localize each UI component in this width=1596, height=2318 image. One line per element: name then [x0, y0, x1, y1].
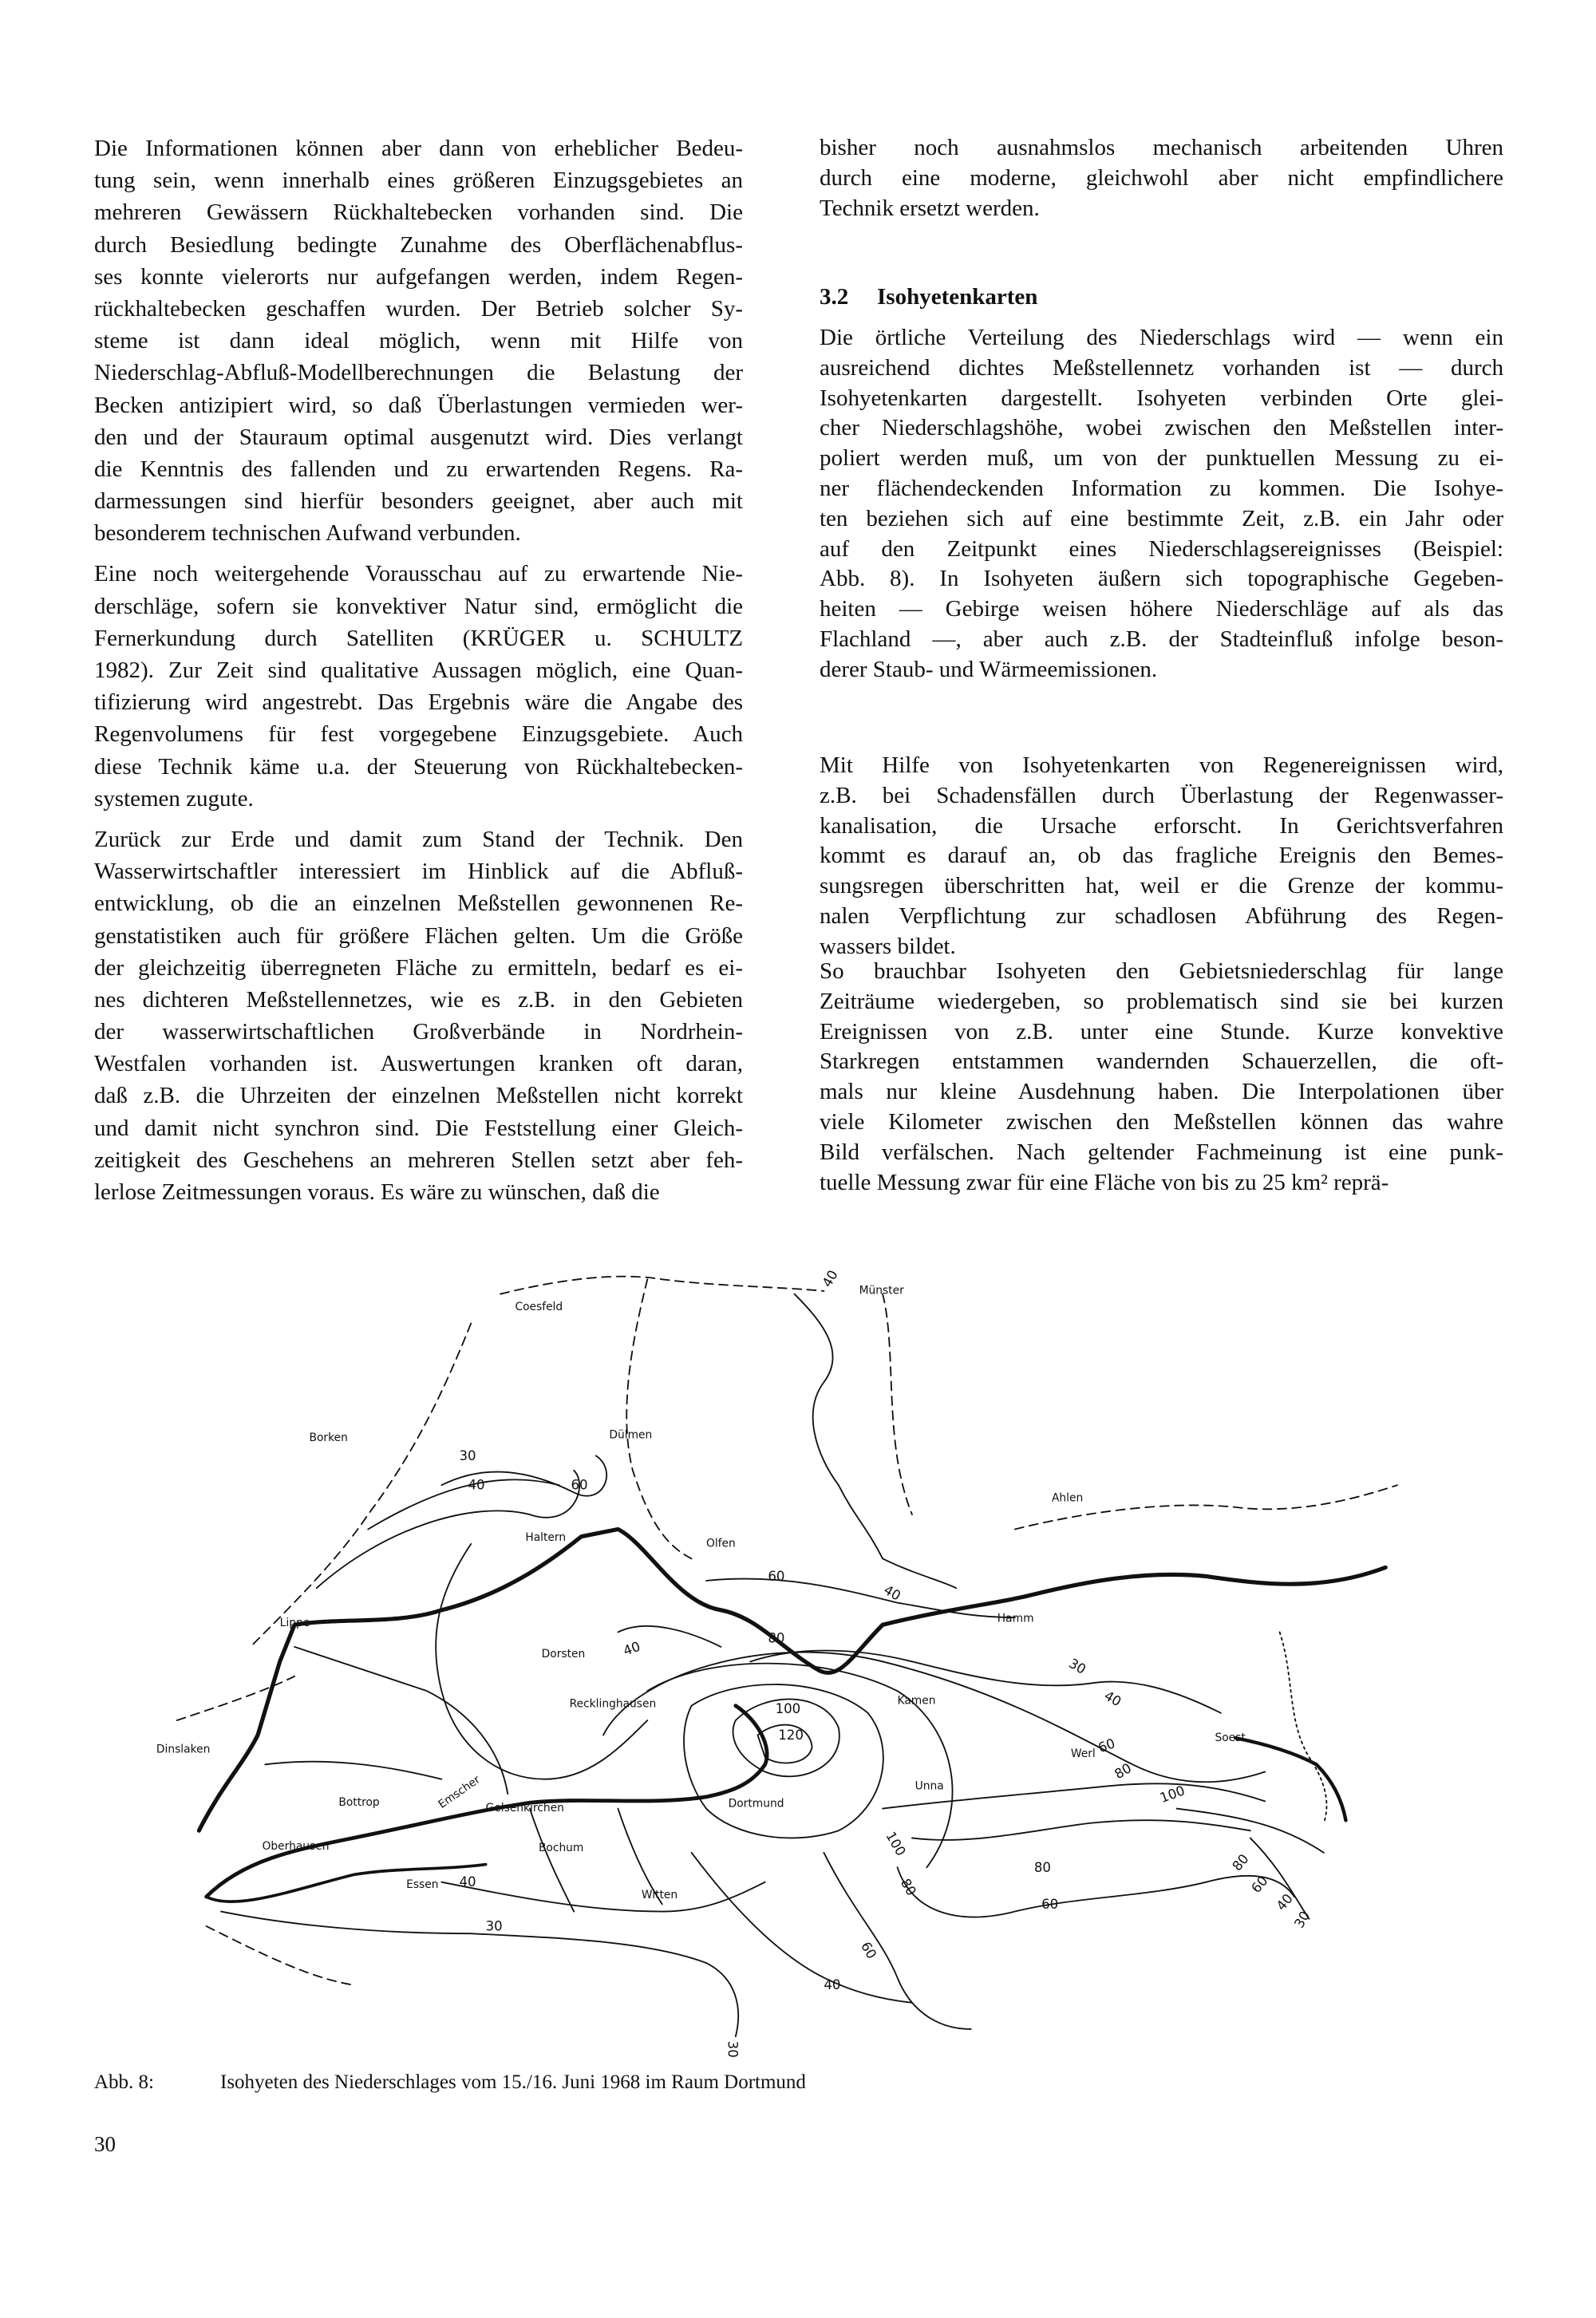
text-line: poliert werden muß, um von der punktuellen Messung zu ei- — [820, 445, 1503, 472]
text-line: daß z.B. die Uhrzeiten der einzelnen Meßstellen nicht korrekt — [94, 1083, 743, 1109]
text-line: sungsregen überschritten hat, weil er die Grenze der kommu- — [820, 873, 1503, 899]
text-line: und damit nicht synchron sind. Die Feststellung einer Gleich- — [94, 1115, 743, 1141]
place-label: Hamm — [997, 1612, 1034, 1625]
text-line: rückhaltebecken geschaffen wurden. Der Betrieb solcher Sy- — [94, 295, 743, 322]
isohyet-value-label: 40 — [621, 1638, 642, 1659]
text-line: der wasserwirtschaftlichen Großverbände in Nordrhein- — [94, 1019, 743, 1045]
text-line: darmessungen sind hierfür besonders geeignet, aber auch mit — [94, 488, 743, 515]
left-column — [94, 132, 743, 1217]
place-label: Dorsten — [541, 1647, 586, 1661]
text-line: Zeiträume wiedergeben, so problematisch sind sie bei kurzen — [820, 988, 1503, 1014]
text-line: ner flächendeckenden Information zu kommen. Die Isohye- — [820, 475, 1503, 501]
section-number: 3.2 — [820, 284, 849, 310]
place-label: Essen — [406, 1878, 439, 1892]
isohyet-value-label: 30 — [459, 1447, 476, 1463]
text-line: tung sein, wenn innerhalb eines größeren Einzugsgebietes an — [94, 168, 743, 194]
text-line: kommt es darauf an, ob das fragliche Ereignis den Bemes- — [820, 843, 1503, 869]
figure-caption — [94, 2071, 806, 2094]
place-label: Dinslaken — [156, 1743, 211, 1756]
text-line: auf den Zeitpunkt eines Niederschlagsereignisses (Beispiel: — [820, 535, 1503, 562]
text-line: Die Informationen können aber dann von erheblicher Bedeu- — [94, 136, 743, 161]
text-line: Starkregen entstammen wandernden Schauerzellen, die oft- — [820, 1048, 1503, 1075]
text-line: Westfalen vorhanden ist. Auswertungen kranken oft daran, — [94, 1051, 743, 1077]
isohyet-value-label: 40 — [824, 1977, 841, 1993]
place-label: Unna — [915, 1779, 944, 1793]
text-line: cher Niederschlagshöhe, wobei zwischen den Meßstellen inter- — [820, 415, 1503, 441]
isohyet-value-label: 30 — [485, 1918, 503, 1934]
section-heading — [820, 282, 1037, 312]
text-line: 1982). Zur Zeit sind qualitative Aussagen möglich, eine Quan- — [94, 657, 743, 683]
place-label: Kamen — [897, 1694, 936, 1708]
text-line: Becken antizipiert wird, so daß Überlastungen vermieden wer- — [94, 392, 743, 418]
text-line: Fernerkundung durch Satelliten (KRÜGER u. SCHULTZ — [94, 625, 743, 651]
caption-text: Isohyeten des Niederschlages vom 15./16. Juni 1968 im Raum Dortmund — [220, 2071, 806, 2093]
text-line: durch Besiedlung bedingte Zunahme des Oberflächenabflus- — [94, 231, 743, 258]
text-line: den und der Stauraum optimal ausgenutzt wird. Dies verlangt — [94, 424, 743, 450]
text-line: Technik ersetzt werden. — [820, 195, 1040, 221]
right-paragraph — [820, 957, 1503, 1198]
isohyet-value-label: 100 — [883, 1829, 909, 1859]
text-line: ten beziehen sich auf eine bestimmte Zeit, z.B. ein Jahr oder — [820, 505, 1503, 531]
isohyet-value-label: 80 — [1033, 1859, 1051, 1875]
text-line: viele Kilometer zwischen den Meßstellen können das wahre — [820, 1108, 1503, 1135]
caption-label: Abb. 8: — [94, 2071, 154, 2093]
place-label: Dortmund — [728, 1797, 784, 1811]
text-line: z.B. bei Schadensfällen durch Überlastung der Regenwasser- — [820, 782, 1503, 808]
text-line: Eine noch weitergehende Vorausschau auf zu erwartende Nie- — [94, 561, 743, 587]
text-line: diese Technik käme u.a. der Steuerung von Rückhaltebecken- — [94, 753, 743, 780]
text-line: derer Staub- und Wärmeemissionen. — [820, 656, 1158, 682]
place-label: Bochum — [538, 1841, 584, 1854]
isohyet-value-label: 100 — [1158, 1783, 1187, 1806]
text-line: durch eine moderne, gleichwohl aber nicht empfindlichere — [820, 164, 1503, 191]
isohyet-value-label: 30 — [1291, 1908, 1314, 1931]
text-line: Zurück zur Erde und damit zum Stand der Technik. Den — [94, 826, 743, 852]
text-line: tifizierung wird angestrebt. Das Ergebnis wäre die Angabe des — [94, 689, 743, 716]
isohyet-value-label: 40 — [819, 1267, 841, 1290]
paragraph — [94, 558, 743, 815]
river-lippe — [199, 1529, 1385, 1830]
isohyet-value-label: 120 — [778, 1727, 804, 1743]
place-label: Lippe — [279, 1617, 310, 1630]
text-line: Bild verfälschen. Nach geltender Fachmeinung ist eine punk- — [820, 1139, 1503, 1165]
text-line: entwicklung, ob die an einzelnen Meßstellen gewonnenen Re- — [94, 890, 743, 917]
place-label: Borken — [309, 1431, 348, 1444]
text-line: besonderem technischen Aufwand verbunden. — [94, 520, 521, 547]
text-line: Wasserwirtschaftler interessiert im Hinblick auf die Abfluß- — [94, 859, 743, 885]
isohyet-value-label: 60 — [1248, 1873, 1271, 1897]
text-line: ses konnte vielerorts nur aufgefangen werden, indem Regen- — [94, 263, 743, 290]
text-line: Abb. 8). In Isohyeten äußern sich topographische Gegeben- — [820, 566, 1503, 592]
text-line: der gleichzeitig überregneten Fläche zu ermitteln, bedarf es ei- — [94, 954, 743, 981]
text-line: lerlose Zeitmessungen voraus. Es wäre zu wünschen, daß die — [94, 1179, 660, 1205]
place-label: Münster — [859, 1284, 904, 1297]
text-line: Flachland —, aber auch z.B. der Stadteinfluß infolge beson- — [820, 626, 1503, 652]
isohyet-value-label: 80 — [897, 1876, 919, 1898]
isohyet-map — [156, 1235, 1493, 2066]
isohyet-value-label: 40 — [459, 1874, 476, 1890]
isohyet-value-label: 60 — [571, 1477, 588, 1493]
text-line: Isohyetenkarten dargestellt. Isohyeten verbinden Orte glei- — [820, 385, 1503, 411]
text-line: Niederschlag-Abfluß-Modellberechnungen die Belastung der — [94, 360, 743, 386]
place-label: Recklinghausen — [569, 1697, 657, 1711]
text-line: wassers bildet. — [820, 933, 956, 959]
place-label: Soest — [1215, 1731, 1246, 1744]
paragraph — [94, 823, 743, 1208]
text-line: mehreren Gewässern Rückhaltebecken vorhanden sind. Die — [94, 199, 743, 226]
isohyet-value-label: 30 — [725, 2040, 741, 2058]
page-number: 30 — [94, 2132, 116, 2156]
place-label: Oberhausen — [262, 1840, 330, 1854]
isohyet-value-label: 40 — [881, 1582, 903, 1604]
place-label: Bottrop — [338, 1795, 380, 1809]
place-label: Olfen — [705, 1537, 736, 1550]
text-line: Regenvolumens für fest vorgegebene Einzugsgebiete. Auch — [94, 721, 743, 748]
isohyet-value-label: 60 — [768, 1568, 785, 1584]
isohyet-value-label: 60 — [1041, 1896, 1059, 1912]
text-line: mals nur kleine Ausdehnung haben. Die Interpolationen über — [820, 1079, 1503, 1105]
text-line: nalen Verpflichtung zur schadlosen Abführung des Regen- — [820, 902, 1503, 929]
right-column-intro — [820, 133, 1503, 223]
text-line: bisher noch ausnahmslos mechanisch arbeitenden Uhren — [820, 135, 1503, 160]
section-title: Isohyetenkarten — [877, 284, 1038, 310]
isohyet-value-label: 60 — [1096, 1736, 1117, 1756]
place-label: Emscher — [436, 1773, 483, 1811]
paragraph — [94, 132, 743, 549]
isohyet-value-label: 40 — [1273, 1890, 1296, 1914]
text-line: Ereignissen von z.B. unter eine Stunde. Kurze konvektive — [820, 1018, 1503, 1044]
text-line: zeitigkeit des Geschehens an mehreren Stellen setzt aber feh- — [94, 1147, 743, 1173]
right-paragraph — [820, 751, 1503, 962]
text-line: derschläge, sofern sie konvektiver Natur sind, ermöglicht die — [94, 593, 743, 619]
isohyet-value-label: 40 — [468, 1477, 485, 1493]
text-line: genstatistiken auch für größere Flächen gelten. Um die Größe — [94, 922, 743, 949]
place-label: Witten — [641, 1888, 678, 1901]
isohyet-value-label: 30 — [1066, 1655, 1089, 1677]
text-line: steme ist dann ideal möglich, wenn mit Hilfe von — [94, 328, 743, 354]
river-east — [1235, 1738, 1345, 1820]
text-line: tuelle Messung zwar für eine Fläche von bis zu 25 km² reprä- — [820, 1169, 1389, 1195]
text-line: die Kenntnis des fallenden und zu erwartenden Regens. Ra- — [94, 456, 743, 482]
text-line: kanalisation, die Ursache erforscht. In Gerichtsverfahren — [820, 812, 1503, 839]
place-label: Gelsenkirchen — [485, 1802, 564, 1815]
text-line: Die örtliche Verteilung des Niederschlags wird — wenn ein — [820, 325, 1503, 350]
text-line: Mit Hilfe von Isohyetenkarten von Regenereignissen wird, — [820, 752, 1503, 778]
text-line: nes dichteren Meßstellennetzes, wie es z.B. in den Gebieten — [94, 986, 743, 1013]
text-line: heiten — Gebirge weisen höhere Niederschläge auf als das — [820, 596, 1503, 622]
isohyet-value-label: 40 — [1101, 1688, 1124, 1710]
isohyet-value-label: 60 — [857, 1939, 880, 1962]
isohyet-value-label: 80 — [1229, 1850, 1252, 1874]
text-line: systemen zugute. — [94, 785, 254, 811]
place-label: Werl — [1070, 1747, 1096, 1761]
place-label: Ahlen — [1051, 1491, 1084, 1505]
place-label: Dülmen — [609, 1428, 653, 1442]
right-paragraph — [820, 323, 1503, 685]
isohyet-value-label: 80 — [1112, 1760, 1135, 1783]
place-label: Coesfeld — [515, 1300, 563, 1313]
isohyet-value-label: 80 — [768, 1630, 785, 1646]
text-line: ausreichend dichtes Meßstellennetz vorhanden ist — durch — [820, 354, 1503, 381]
isohyet-value-label: 100 — [775, 1700, 801, 1716]
place-label: Haltern — [525, 1531, 567, 1545]
text-line: So brauchbar Isohyeten den Gebietsniederschlag für lange — [820, 958, 1503, 984]
